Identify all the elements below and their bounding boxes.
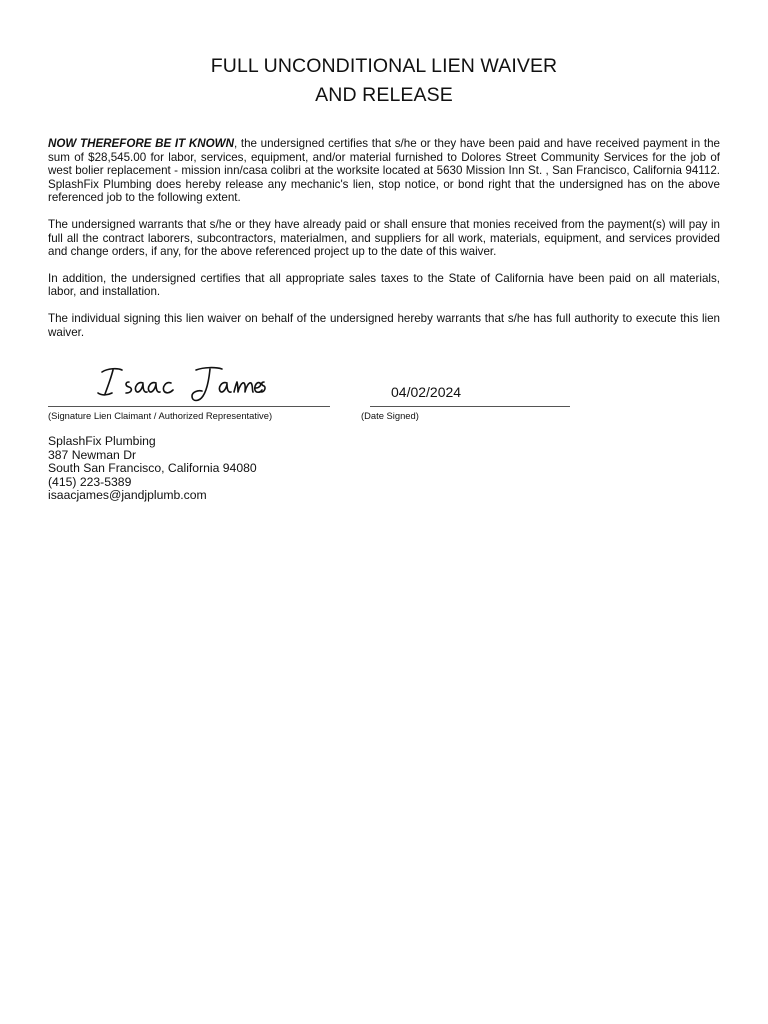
document-title (48, 52, 720, 110)
paragraph-payment-certification (48, 137, 720, 205)
title-line-2: AND RELEASE (315, 84, 453, 106)
claimant-address-line-2: South San Francisco, California 94080 (48, 461, 257, 476)
paragraph-authority: The individual signing this lien waiver on behalf of the undersigned hereby warrants that s/he has full authority to execute this lien waiver. (48, 311, 720, 339)
claimant-address-line-1: 387 Newman Dr (48, 447, 137, 462)
claimant-email: isaacjames@jandjplumb.com (48, 488, 207, 503)
paragraph-sales-tax: In addition, the undersigned certifies that all appropriate sales taxes to the State of California have been paid on all materials, labor, and installation. (48, 271, 720, 299)
lien-waiver-document (48, 52, 720, 339)
date-caption: (Date Signed) (361, 410, 419, 421)
claimant-contact-block (48, 435, 257, 503)
signature-caption: (Signature Lien Claimant / Authorized Representative) (48, 410, 273, 421)
signature-line (48, 406, 330, 407)
paragraph-warranty: The undersigned warrants that s/he or they have already paid or shall ensure that monies received from the payment(s) will pay in full all the contract laborers, subcontractors, materialmen, and suppliers for all work, materials, equipment, and services provided and change orders, if any, for the above referenced project up to the date of this waiver. (48, 217, 720, 259)
claimant-phone: (415) 223-5389 (48, 474, 132, 489)
handwritten-signature (96, 362, 266, 406)
title-line-1: FULL UNCONDITIONAL LIEN WAIVER (210, 55, 558, 77)
paragraph-1-body: , the undersigned certifies that s/he or they have been paid and have received payment in the sum of $28,545.00 for labor, services, equipment, and/or material furnished to Dolores Street Community Services for the job of west bolier replacement - mission inn/casa colibri at the worksite located at 5630 Mission Inn St. , San Francisco, California 94112. SplashFix Plumbing does hereby release any mechanic's lien, stop notice, or bond right that the undersigned has on the above referenced job to the following extent. (48, 137, 720, 205)
date-line (370, 406, 570, 407)
signature-block (48, 362, 720, 432)
date-signed-value: 04/02/2024 (391, 384, 462, 400)
paragraph-lead: NOW THEREFORE BE IT KNOWN (48, 137, 234, 150)
signature-name: Isaac James (96, 362, 102, 363)
claimant-company: SplashFix Plumbing (48, 434, 156, 448)
